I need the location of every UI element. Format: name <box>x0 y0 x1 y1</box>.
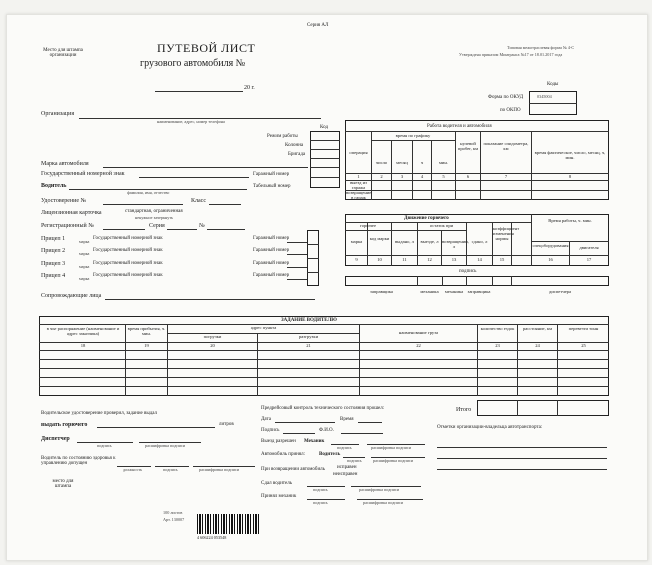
task-col-tons: перевезти тонн <box>568 326 599 331</box>
barcode-number: 4 606224 053548 <box>197 535 227 540</box>
dispatcher-label: Диспетчер <box>41 436 70 442</box>
col-code-brand: код марки <box>369 236 390 241</box>
task-col-load: погрузки <box>203 334 222 339</box>
trailer4-garage-field[interactable] <box>287 279 307 280</box>
task-col-trips: количество ездок <box>480 326 515 331</box>
precheck-time[interactable] <box>358 422 382 423</box>
litres-label: литров <box>219 422 234 427</box>
trailer1-garage: Гаражный номер <box>253 236 290 241</box>
col-min: мин. <box>439 160 448 165</box>
fuel-num-15: 15 <box>499 257 505 262</box>
col-schedule: время по графику <box>395 133 431 138</box>
fuel-num-12: 12 <box>427 257 432 262</box>
reg-num-label: № <box>199 223 205 229</box>
carrier-notes: Отметки организации-владельца автотранспорта: <box>437 425 543 430</box>
col-return: возвращении, л <box>442 239 469 249</box>
cert-field[interactable] <box>103 204 183 205</box>
itogo-box <box>477 400 609 416</box>
trailer1-garage-field[interactable] <box>287 242 307 243</box>
work-num-6: 6 <box>466 174 470 179</box>
org-hint: наименование, адрес, номер телефона <box>157 119 225 124</box>
work-title: Работа водителя и автомобиля <box>427 124 492 129</box>
license-types: стандартная, ограниченная <box>125 209 183 214</box>
col-zero-run: нулевой пробег, км <box>457 141 479 151</box>
reg-series-field[interactable] <box>167 229 197 230</box>
class-label: Класс <box>191 198 206 204</box>
sig-refueler-1: заправщика <box>370 289 393 294</box>
task-num-18: 18 <box>80 343 86 348</box>
mechanic-label: Механик <box>304 439 325 444</box>
escort-field[interactable] <box>105 299 315 300</box>
codes-title: Коды <box>547 82 559 87</box>
license-hint: ненужное зачеркнуть <box>135 215 174 220</box>
notes-line-2[interactable] <box>437 458 607 459</box>
notes-line-3[interactable] <box>437 469 607 470</box>
accepted-mech-label: Принял механик <box>261 494 297 499</box>
stamp-place: Место для штампа организации <box>43 48 83 58</box>
fuel-num-10: 10 <box>377 257 382 262</box>
accepted-mech-decode-hint: расшифровка подписи <box>363 500 403 505</box>
form-info-2: Утверждена приказом Минтранса №17 от 18.01.2017 года <box>459 52 563 57</box>
handed-decode-hint: расшифровка подписи <box>359 487 399 492</box>
license-card-label: Лицензионная карточка <box>41 210 102 216</box>
sign-label: Подпись <box>261 428 280 433</box>
precheck-sign[interactable] <box>283 433 315 434</box>
accepted-driver-decode-hint: расшифровка подписи <box>373 458 413 463</box>
col-engine: двигателя <box>579 245 599 250</box>
col-operation: операция <box>349 150 368 155</box>
handed-sign-hint: подпись <box>313 487 328 492</box>
time-label: Время <box>340 417 354 422</box>
task-col-distance: расстояние, км <box>522 326 553 331</box>
fuel-num-11: 11 <box>402 257 407 262</box>
sig-mechanic-2: механика <box>444 289 464 294</box>
trailer1-plate: Государственный номерной знак <box>93 236 163 241</box>
reg-no-label: Регистрационный № <box>41 223 94 229</box>
col-odometer: показание спидометра, км <box>483 141 529 151</box>
trailer3-plate: Государственный номерной знак <box>93 261 163 266</box>
reg-series-label: Серия <box>149 223 165 229</box>
col-handed: сдано, л <box>471 239 488 244</box>
fuel-title: Движение горючего <box>404 216 449 221</box>
col-month: месяц <box>396 160 408 165</box>
task-title: ЗАДАНИЕ ВОДИТЕЛЮ <box>281 318 337 323</box>
trailer4-marka: марка <box>79 276 90 281</box>
cert-checked: Водительское удостоверение проверил, задание выдал <box>41 411 157 416</box>
trailer2-garage: Гаражный номер <box>253 248 290 253</box>
health-position-hint: должность <box>123 467 143 472</box>
issue-fuel: выдать горючего <box>41 422 88 428</box>
driver-hint: фамилия, имя, отчество <box>127 190 170 195</box>
col-number: число <box>375 160 388 165</box>
reg-no-field[interactable] <box>103 229 145 230</box>
col-depart: выезде, л <box>420 239 439 244</box>
col-fuel: горючее <box>359 223 376 228</box>
trailer2-garage-field[interactable] <box>287 254 307 255</box>
cert-label: Удостоверение № <box>41 198 87 204</box>
work-num-7: 7 <box>504 174 508 179</box>
trailer4-plate: Государственный номерной знак <box>93 273 163 278</box>
driver-label: Водитель <box>41 183 67 189</box>
work-num-2: 2 <box>380 174 383 179</box>
fuel-num-17: 17 <box>586 257 592 262</box>
fuel-num-13: 13 <box>451 257 457 262</box>
work-num-3: 3 <box>400 174 404 179</box>
plate-field[interactable] <box>139 177 249 178</box>
org-label: Организация <box>41 111 75 117</box>
row-return-garage: возвращение в гараж <box>346 190 372 200</box>
car-accepted-label: Автомобиль принял: <box>261 452 305 457</box>
sig-dispatcher: диспетчера <box>548 289 572 294</box>
sig-mechanic-1: механика <box>420 289 439 294</box>
trailer1-label: Прицеп 1 <box>41 236 66 242</box>
series-label: Серия АЛ <box>307 23 329 28</box>
mechanic-sign-hint: подпись <box>337 445 352 450</box>
okud-label: Форма по ОКУД <box>488 95 524 100</box>
pad-count: 100 листов <box>163 510 183 515</box>
ok-option[interactable]: исправен <box>337 465 357 470</box>
precheck-date[interactable] <box>275 422 335 423</box>
date-suffix: 20 г. <box>244 85 255 91</box>
car-make-label: Марка автомобиля <box>41 161 89 167</box>
bottom-stamp-place: место для штампа <box>52 479 74 489</box>
signatures-row <box>345 276 609 286</box>
mechanic-decode-hint: расшифровка подписи <box>371 445 411 450</box>
accepted-driver-sign-hint: подпись <box>347 458 362 463</box>
issue-fuel-field[interactable] <box>97 427 215 428</box>
page-subtitle: грузового автомобиля № <box>140 58 246 69</box>
col-remainder: остаток при <box>429 223 454 228</box>
page-title: ПУТЕВОЙ ЛИСТ <box>157 41 256 55</box>
task-num-22: 22 <box>416 343 421 348</box>
task-num-24: 24 <box>535 343 540 348</box>
work-num-8: 8 <box>568 174 572 179</box>
signatures-label: подпись <box>459 269 477 274</box>
itogo-label: Итого <box>456 407 472 413</box>
okpo-label: по ОКПО <box>500 108 521 113</box>
col-issued: выдано, л <box>395 239 414 244</box>
col-coef: коэффициент изменения нормы <box>493 226 520 241</box>
accepted-mech-sign-hint: подпись <box>313 500 328 505</box>
code-label: Код <box>320 125 328 130</box>
dispatcher-decode-hint: расшифровка подписи <box>145 443 185 448</box>
row-leave-garage: выезд из гаража <box>350 180 367 190</box>
col-actual-time: время фактическое, число, месяц, ч, мин. <box>534 150 606 160</box>
fuel-num-14: 14 <box>477 257 482 262</box>
task-num-25: 25 <box>581 343 586 348</box>
work-num-1: 1 <box>357 174 360 179</box>
col-special: спецоборудования <box>532 243 569 248</box>
brigade-label: Бригада <box>288 152 306 157</box>
trailer1-marka: марка <box>79 239 90 244</box>
work-mode-label: Режим работы <box>267 134 298 139</box>
task-num-21: 21 <box>306 343 311 348</box>
trailer4-label: Прицеп 4 <box>41 273 66 279</box>
col-brand: марка <box>350 239 363 244</box>
work-num-4: 4 <box>420 174 424 179</box>
trailer3-garage-field[interactable] <box>287 267 307 268</box>
escort-label: Сопровождающие лица <box>41 293 102 299</box>
precheck-label: Предрейсовый контроль технического состояния прошел: <box>261 406 385 411</box>
date-line[interactable] <box>155 91 243 92</box>
tab-no-label: Табельный номер <box>253 184 291 189</box>
dispatcher-sign-hint: подпись <box>97 443 112 448</box>
trailer3-marka: марка <box>79 264 90 269</box>
car-make-field[interactable] <box>103 167 308 168</box>
allowed-label: Выезд разрешен <box>261 439 296 444</box>
task-num-19: 19 <box>144 343 149 348</box>
health-sign-hint: подпись <box>163 467 178 472</box>
trailer3-label: Прицеп 3 <box>41 261 66 267</box>
reg-num-field[interactable] <box>207 229 245 230</box>
article-number: Арт. 130007 <box>163 517 185 522</box>
accepted-driver-label: Водитель <box>319 452 341 457</box>
task-col-unload: разгрузки <box>298 334 319 339</box>
form-info-1: Типовая межотраслевая форма № 4-С <box>507 45 575 50</box>
okud-value: 0345004 <box>537 94 552 99</box>
task-col-arrival: время прибытия, ч. мин. <box>127 326 166 336</box>
on-return-label: При возвращении автомобиль <box>261 467 325 472</box>
handed-label: Сдал водитель <box>261 481 292 486</box>
fio-label: Ф.И.О. <box>319 428 334 433</box>
notes-line-1[interactable] <box>437 447 607 448</box>
trailer4-garage: Гаражный номер <box>253 273 290 278</box>
health-label: Водитель по состоянию здоровья к управлению допущен <box>41 456 116 466</box>
plate-label: Государственный номерной знак <box>41 171 125 177</box>
precheck-fio[interactable] <box>341 433 383 434</box>
waybill-sheet <box>6 14 648 561</box>
work-num-5: 5 <box>442 174 445 179</box>
sig-refueler-2: заправщика <box>467 289 491 294</box>
task-num-23: 23 <box>495 343 500 348</box>
fuel-num-16: 16 <box>548 257 553 262</box>
health-decode-hint: расшифровка подписи <box>199 467 239 472</box>
column-label: Колонна <box>285 143 304 148</box>
barcode <box>197 514 259 534</box>
class-field[interactable] <box>209 204 241 205</box>
fuel-num-9: 9 <box>355 257 358 262</box>
task-num-20: 20 <box>210 343 215 348</box>
garage-no-label: Гаражный номер <box>253 172 290 177</box>
trailer2-plate: Государственный номерной знак <box>93 248 163 253</box>
col-work-time: Время работы, ч. мин. <box>548 218 592 223</box>
task-col-customer: в чье распоряжение (наименование и адрес заказчика) <box>46 326 120 336</box>
trailer3-garage: Гаражный номер <box>253 261 290 266</box>
broken-option[interactable]: неисправен <box>333 472 358 477</box>
col-hour: ч <box>420 160 424 165</box>
task-col-address: адрес пункта <box>250 325 277 330</box>
date-label: Дата <box>261 417 271 422</box>
trailer2-label: Прицеп 2 <box>41 248 66 254</box>
task-col-cargo: наименование груза <box>398 330 439 335</box>
trailer2-marka: марка <box>79 251 90 256</box>
